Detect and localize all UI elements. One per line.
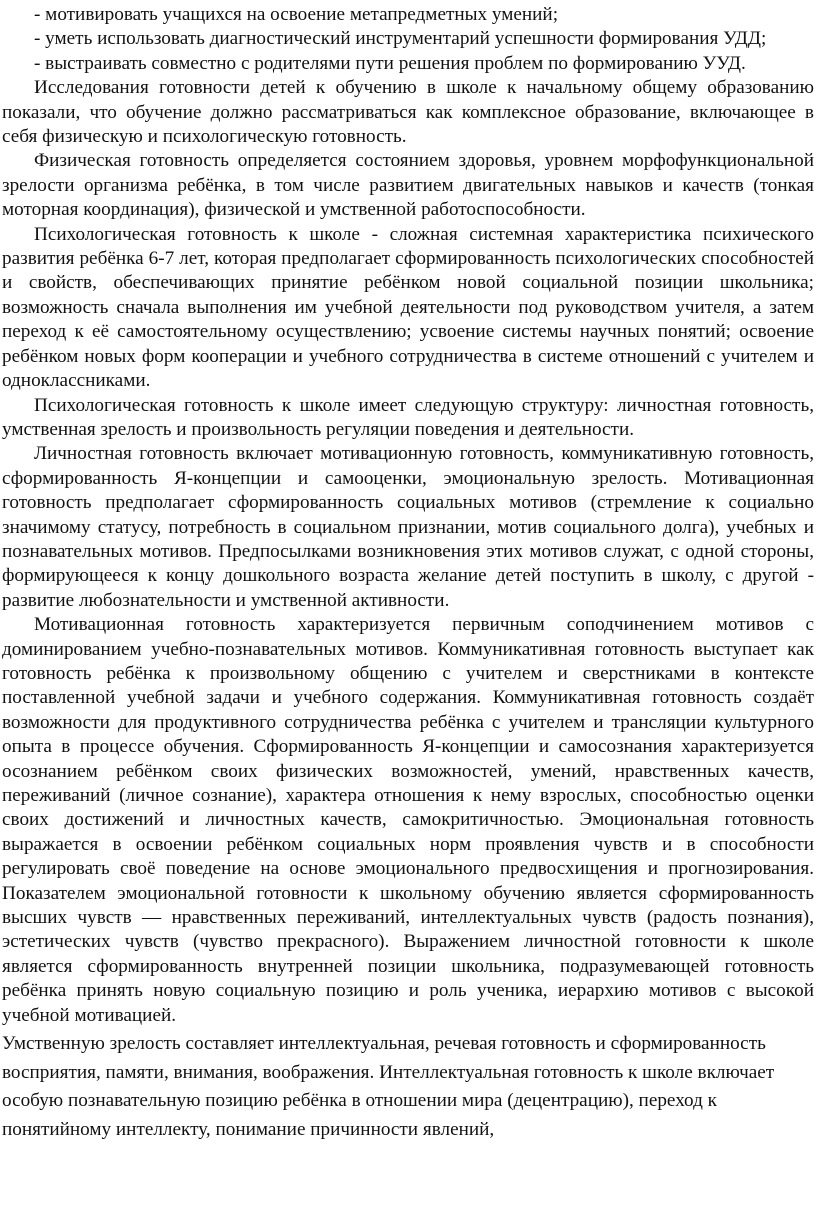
paragraph-mental-maturity: Умственную зрелость составляет интеллектуальная, речевая готовность и сформированность восприятия, памяти, внимания, воображения. Интеллектуальная готовность к школе включает особую познавательную позицию ребёнка в отношении мира (децентрацию), переход к понятийному интеллекту, понимание причинности явлений, xyxy=(2,1033,775,1140)
paragraph-readiness-research: Исследования готовности детей к обучению в школе к начальному общему образованию показали, что обучение должно рассматриваться как комплексное образование, включающее в себя физическую и психологическую готовность. xyxy=(2,77,814,148)
paragraph-personal-readiness: Личностная готовность включает мотивационную готовность, коммуникативную готовность, сформированность Я-концепции и самооценки, эмоциональную зрелость. Мотивационная готовность предполагает сформированность социальных мотивов (стремление к социально значимому статусу, потребность в социальном признании, мотив социального долга), учебных и познавательных мотивов. Предпосылками возникновения этих мотивов служат, с одной стороны, формирующееся к концу дошкольного возраста желание детей поступить в школу, с другой - развитие любознательности и умственной активности. xyxy=(2,443,814,611)
bullet-parents-cooperation: - выстраивать совместно с родителями пути решения проблем по формированию УУД. xyxy=(34,52,746,74)
paragraph-psychological-readiness: Психологическая готовность к школе - сложная системная характеристика психического развития ребёнка 6-7 лет, которая предполагает сформированность психологических способностей и свойств, обеспечивающих принятие ребёнком новой социальной позиции школьника; возможность сначала выполнения им учебной деятельности под руководством учителя, а затем переход к её самостоятельному осуществлению; усвоение системы научных понятий; освоение ребёнком новых форм кооперации и учебного сотрудничества в системе отношений с учителем и одноклассниками. xyxy=(2,223,814,392)
bullet-motivate-students: - мотивировать учащихся на освоение метапредметных умений; xyxy=(34,4,559,25)
paragraph-physical-readiness: Физическая готовность определяется состоянием здоровья, уровнем морфофункциональной зрелости организма ребёнка, в том числе развитием двигательных навыков и качеств (тонкая моторная координация), физической и умственной работоспособности. xyxy=(2,150,814,221)
paragraph-readiness-structure: Психологическая готовность к школе имеет следующую структуру: личностная готовность, умственная зрелость и произвольность регуляции поведения и деятельности. xyxy=(2,394,814,440)
bullet-diagnostic-tools: - уметь использовать диагностический инструментарий успешности формирования УДД; xyxy=(34,28,767,50)
paragraph-motivational-readiness: Мотивационная готовность характеризуется первичным соподчинением мотивов с доминированием учебно-познавательных мотивов. Коммуникативная готовность выступает как готовность ребёнка к произвольному общению с учителем и сверстниками в контексте поставленной учебной задачи и учебного содержания. Коммуникативная готовность создаёт возможности для продуктивного сотрудничества ребёнка с учителем и трансляции культурного опыта в процессе обучения. Сформированность Я-концепции и самосознания характеризуется осознанием ребёнком своих физических возможностей, умений, нравственных качеств, переживаний (личное сознание), характера отношения к нему взрослых, способностью оценки своих достижений и личностных качеств, самокритичностью. Эмоциональная готовность выражается в освоении ребёнком социальных норм проявления чувств и в способности регулировать своё поведение на основе эмоционального предвосхищения и прогнозирования. Показателем эмоциональной готовности к школьному обучению является сформированность высших чувств — нравственных переживаний, интеллектуальных чувств (радость познания), эстетических чувств (чувство прекрасного). Выражением личностной готовности к школе является сформированность внутренней позиции школьника, подразумевающей готовность ребёнка принять новую социальную позицию и роль ученика, иерархию мотивов с высокой учебной мотивацией. xyxy=(2,614,814,1026)
